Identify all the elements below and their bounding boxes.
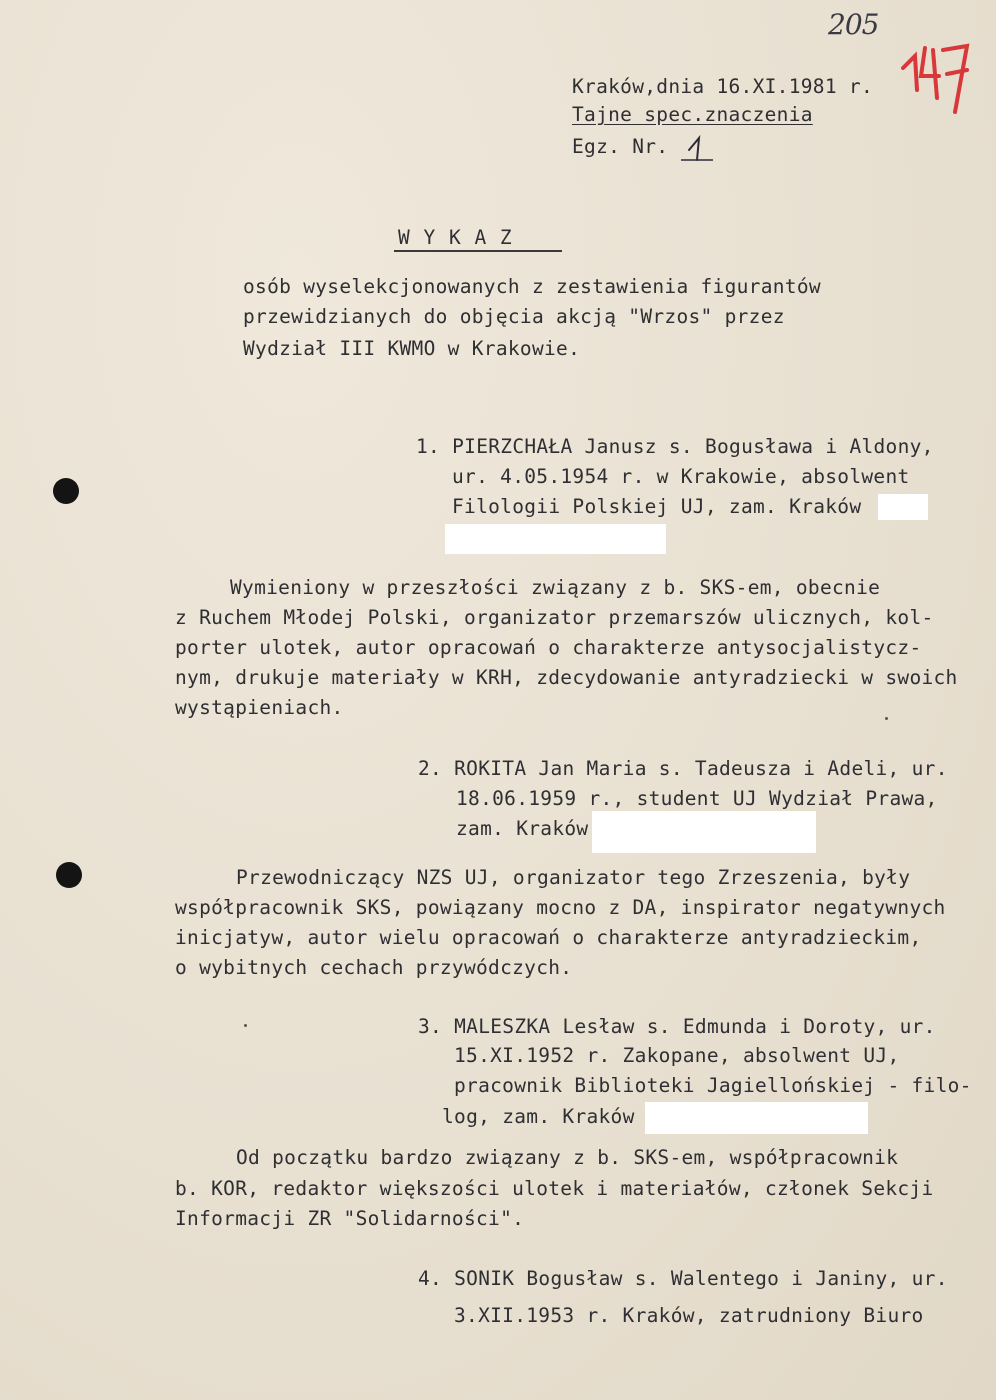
ink-speck <box>885 717 888 720</box>
copy-number-label: Egz. Nr. <box>572 135 669 158</box>
entry-3-head: log, zam. Kraków <box>442 1105 635 1128</box>
entry-4-head: 3.XII.1953 r. Kraków, zatrudniony Biuro <box>454 1304 924 1327</box>
redaction-box <box>645 1102 868 1134</box>
redaction-box <box>445 524 666 554</box>
document-title: W Y K A Z <box>398 226 513 249</box>
subtitle-line: osób wyselekcjonowanych z zestawienia figurantów <box>243 275 821 298</box>
ink-speck <box>244 1024 247 1027</box>
entry-3-body: b. KOR, redaktor większości ulotek i materiałów, członek Sekcji <box>175 1177 934 1200</box>
entry-1-head: Filologii Polskiej UJ, zam. Kraków <box>452 495 862 518</box>
entry-1-body: z Ruchem Młodej Polski, organizator przemarszów ulicznych, kol- <box>175 606 934 629</box>
entry-3-body: Informacji ZR "Solidarności". <box>175 1207 525 1230</box>
entry-2-body: Przewodniczący NZS UJ, organizator tego Zrzeszenia, były <box>236 866 911 889</box>
subtitle-line: przewidzianych do objęcia akcją "Wrzos" przez <box>243 305 785 328</box>
handwritten-copy-number <box>677 134 719 164</box>
title-underline <box>394 250 562 252</box>
entry-2-body: współpracownik SKS, powiązany mocno z DA, inspirator negatywnych <box>175 896 946 919</box>
place-and-date: Kraków,dnia 16.XI.1981 r. <box>572 75 873 98</box>
entry-1-body: porter ulotek, autor opracowań o charakterze antysocjalistycz- <box>175 636 922 659</box>
red-pencil-archive-number <box>895 28 975 118</box>
entry-3-body: Od początku bardzo związany z b. SKS-em, współpracownik <box>236 1146 899 1169</box>
redaction-box <box>878 494 928 520</box>
entry-1-body: nym, drukuje materiały w KRH, zdecydowanie antyradziecki w swoich <box>175 666 958 689</box>
entry-2-body: inicjatyw, autor wielu opracowań o charakterze antyradzieckim, <box>175 926 922 949</box>
redaction-box <box>592 811 816 853</box>
entry-4-head: 4. SONIK Bogusław s. Walentego i Janiny, ur. <box>418 1267 948 1290</box>
entry-3-head: 3. MALESZKA Lesław s. Edmunda i Doroty, ur. <box>418 1015 936 1038</box>
entry-2-head: zam. Kraków <box>456 817 589 840</box>
entry-2-body: o wybitnych cechach przywódczych. <box>175 956 573 979</box>
archive-page-number: 205 <box>828 8 879 41</box>
entry-3-head: pracownik Biblioteki Jagiellońskiej - filo- <box>454 1074 972 1097</box>
entry-2-head: 18.06.1959 r., student UJ Wydział Prawa, <box>456 787 938 810</box>
subtitle-line: Wydział III KWMO w Krakowie. <box>243 337 581 360</box>
entry-2-head: 2. ROKITA Jan Maria s. Tadeusza i Adeli, ur. <box>418 757 948 780</box>
entry-1-body: Wymieniony w przeszłości związany z b. SKS-em, obecnie <box>230 576 881 599</box>
punch-hole <box>56 862 82 888</box>
entry-1-head: ur. 4.05.1954 r. w Krakowie, absolwent <box>452 465 910 488</box>
entry-1-head: 1. PIERZCHAŁA Janusz s. Bogusława i Aldony, <box>416 435 934 458</box>
classification-stamp: Tajne spec.znaczenia <box>572 103 813 126</box>
entry-3-head: 15.XI.1952 r. Zakopane, absolwent UJ, <box>454 1044 900 1067</box>
entry-1-body: wystąpieniach. <box>175 696 344 719</box>
punch-hole <box>53 478 79 504</box>
